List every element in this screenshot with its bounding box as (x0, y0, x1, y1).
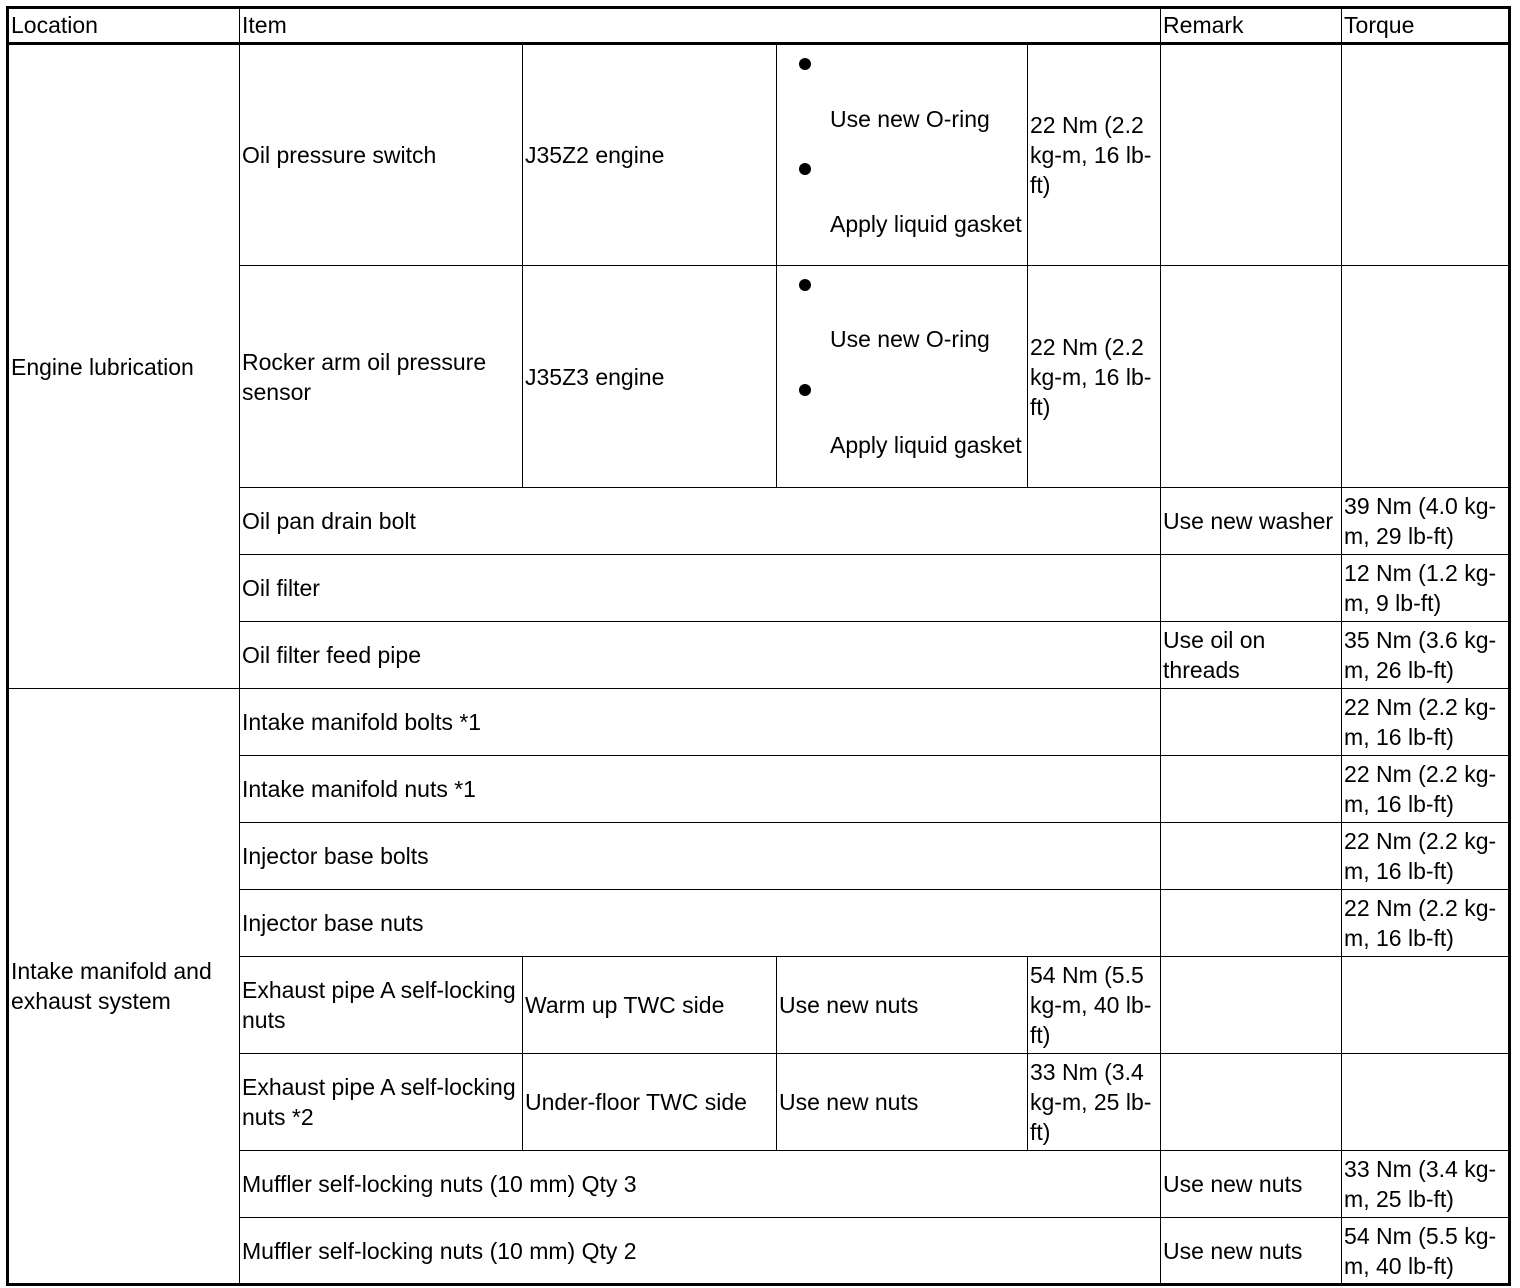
torque-cell: 22 Nm (2.2 kg-m, 16 lb-ft) (1342, 756, 1510, 823)
header-torque: Torque (1342, 8, 1510, 44)
bullet-icon (799, 384, 811, 396)
condition-cell: Under-floor TWC side (523, 1054, 777, 1151)
header-item: Item (240, 8, 1161, 44)
item-cell: Rocker arm oil pressure sensor (240, 266, 523, 488)
condition-cell: J35Z3 engine (523, 266, 777, 488)
remark-cell: Use new washer (1161, 488, 1342, 555)
bullet-text: Apply liquid gasket (830, 432, 1022, 458)
item-cell: Muffler self-locking nuts (10 mm) Qty 2 (240, 1218, 1161, 1285)
bullet-text: Apply liquid gasket (830, 211, 1022, 237)
item-cell: Exhaust pipe A self-locking nuts *2 (240, 1054, 523, 1151)
item-cell: Intake manifold nuts *1 (240, 756, 1161, 823)
torque-cell: 12 Nm (1.2 kg-m, 9 lb-ft) (1342, 555, 1510, 622)
note-cell: Use new nuts (777, 1054, 1028, 1151)
remark-cell (1161, 756, 1342, 823)
remark-cell: Use new nuts (1161, 1151, 1342, 1218)
bullet-icon (799, 163, 811, 175)
item-cell: Exhaust pipe A self-locking nuts (240, 957, 523, 1054)
remark-cell (1161, 266, 1342, 488)
header-location: Location (8, 8, 240, 44)
torque-spec-table (6, 6, 1511, 1286)
torque-cell-empty (1342, 1054, 1510, 1151)
torque-cell: 35 Nm (3.6 kg-m, 26 lb-ft) (1342, 622, 1510, 689)
bullet-list (779, 266, 1025, 486)
item-cell: Injector base nuts (240, 890, 1161, 957)
table-row (8, 44, 1510, 266)
torque-cell-empty (1342, 44, 1510, 266)
notes-cell (777, 266, 1028, 488)
torque-cell-empty (1342, 266, 1510, 488)
item-cell: Muffler self-locking nuts (10 mm) Qty 3 (240, 1151, 1161, 1218)
torque-cell: 22 Nm (2.2 kg-m, 16 lb-ft) (1342, 823, 1510, 890)
torque-cell: 22 Nm (2.2 kg-m, 16 lb-ft) (1342, 689, 1510, 756)
header-row (8, 8, 1510, 44)
remark-cell (1161, 957, 1342, 1054)
torque-cell-empty (1342, 957, 1510, 1054)
item-cell: Intake manifold bolts *1 (240, 689, 1161, 756)
torque-cell: 54 Nm (5.5 kg-m, 40 lb-ft) (1342, 1218, 1510, 1285)
notes-cell (777, 44, 1028, 266)
bullet-icon (799, 58, 811, 70)
item-cell: Oil filter (240, 555, 1161, 622)
condition-cell: J35Z2 engine (523, 44, 777, 266)
item-cell: Oil filter feed pipe (240, 622, 1161, 689)
bullet-list (779, 45, 1025, 265)
header-remark: Remark (1161, 8, 1342, 44)
torque-cell: 22 Nm (2.2 kg-m, 16 lb-ft) (1342, 890, 1510, 957)
remark-cell (1161, 689, 1342, 756)
torque-cell: 22 Nm (2.2 kg-m, 16 lb-ft) (1028, 266, 1161, 488)
bullet-text: Use new O-ring (830, 326, 990, 352)
item-cell: Injector base bolts (240, 823, 1161, 890)
table-row (8, 689, 1510, 756)
remark-cell (1161, 1054, 1342, 1151)
location-cell: Intake manifold and exhaust system (8, 689, 240, 1285)
torque-cell: 22 Nm (2.2 kg-m, 16 lb-ft) (1028, 44, 1161, 266)
torque-cell: 54 Nm (5.5 kg-m, 40 lb-ft) (1028, 957, 1161, 1054)
torque-cell: 33 Nm (3.4 kg-m, 25 lb-ft) (1028, 1054, 1161, 1151)
location-cell: Engine lubrication (8, 44, 240, 689)
bullet-icon (799, 279, 811, 291)
remark-cell (1161, 555, 1342, 622)
remark-cell: Use new nuts (1161, 1218, 1342, 1285)
torque-cell: 33 Nm (3.4 kg-m, 25 lb-ft) (1342, 1151, 1510, 1218)
note-cell: Use new nuts (777, 957, 1028, 1054)
remark-cell (1161, 44, 1342, 266)
condition-cell: Warm up TWC side (523, 957, 777, 1054)
torque-cell: 39 Nm (4.0 kg-m, 29 lb-ft) (1342, 488, 1510, 555)
item-cell: Oil pan drain bolt (240, 488, 1161, 555)
bullet-text: Use new O-ring (830, 106, 990, 132)
remark-cell (1161, 823, 1342, 890)
remark-cell (1161, 890, 1342, 957)
remark-cell: Use oil on threads (1161, 622, 1342, 689)
item-cell: Oil pressure switch (240, 44, 523, 266)
